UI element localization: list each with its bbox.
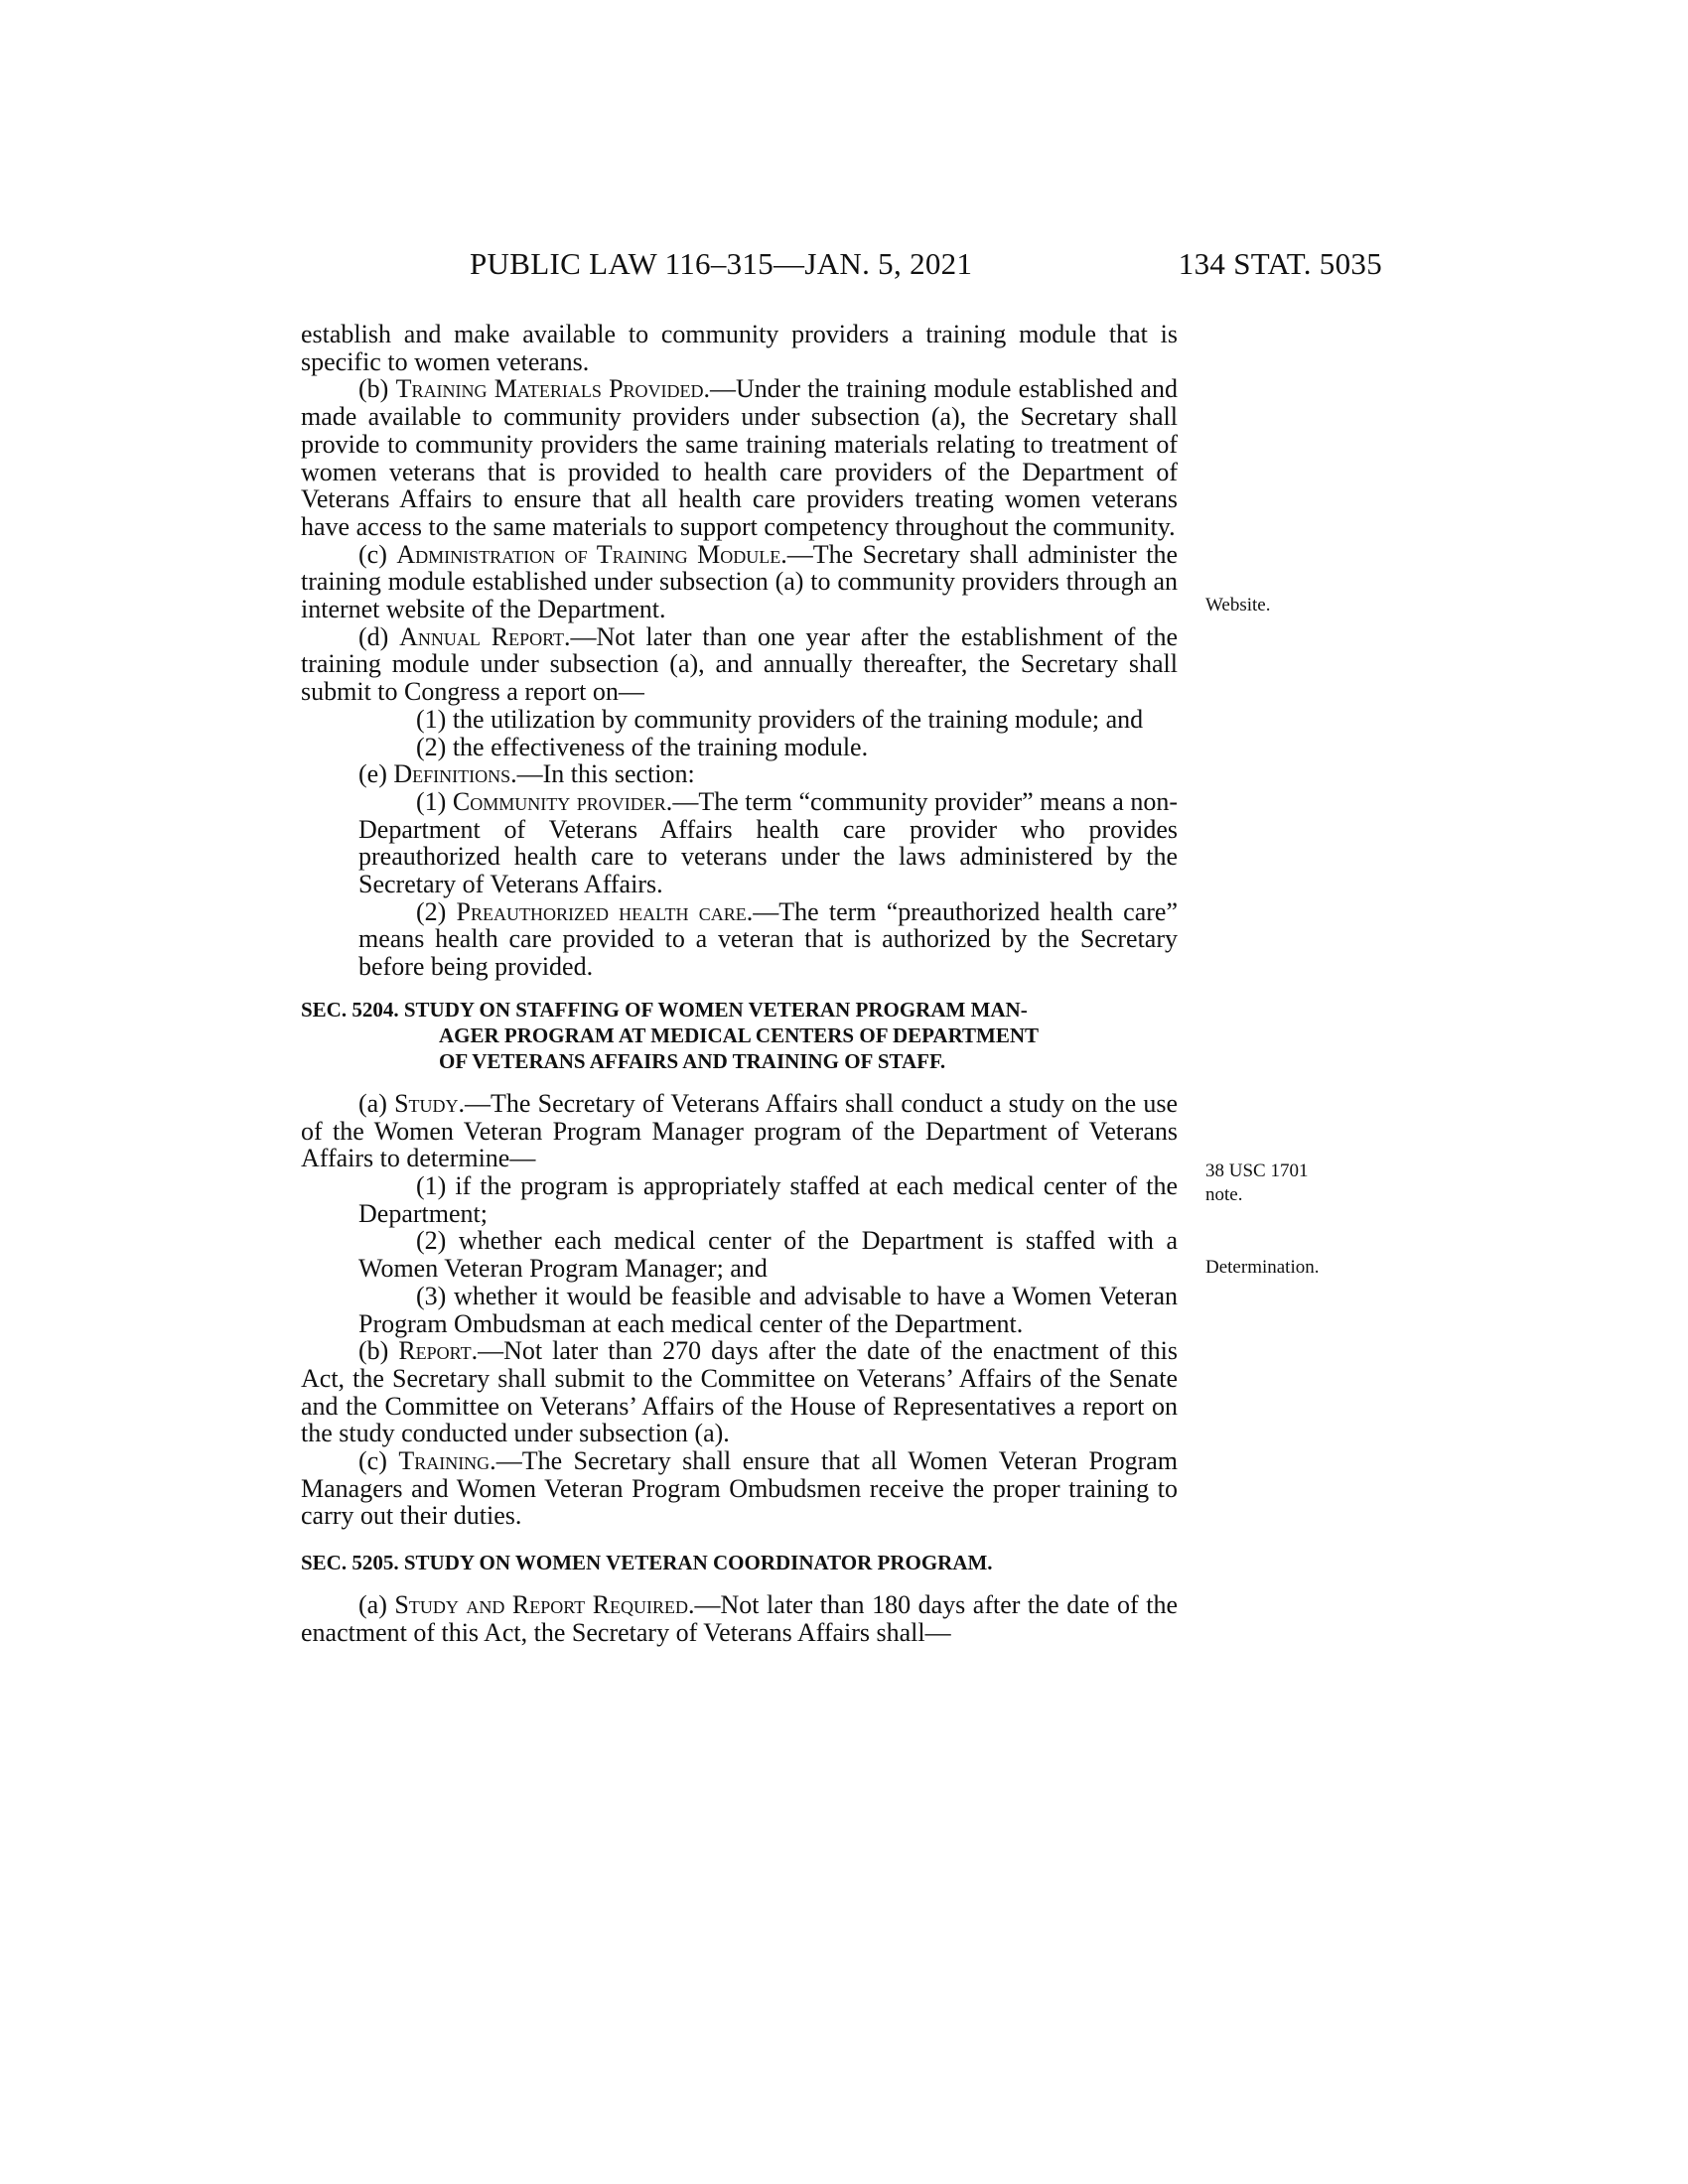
statute-body xyxy=(301,321,1178,1647)
subsection-heading: Study and Report Required. xyxy=(394,1590,695,1620)
paragraph-item: (1) the utilization by community providers of the training module; and xyxy=(416,704,1144,734)
subsection-d: (d) Annual Report.—Not later than one year after the establishment of the training module under subsection (a), and annually thereafter, the Secretary shall submit to Congress a report on— xyxy=(301,621,1178,707)
subsection-heading: Administration of Training Module. xyxy=(396,539,787,569)
definition-item: (1) Community provider.—The term “community provider” means a non-Department of Veterans Affairs health care provider who provides preauthorized health care to veterans under the laws administered by the Secretary of Veterans Affairs. xyxy=(358,786,1178,899)
paragraph-continuation: establish and make available to community providers a training module that is specific to women veterans. xyxy=(301,320,1178,376)
subsection-c: (c) Administration of Training Module.—The Secretary shall administer the training module established under subsection (a) to community providers through an internet website of the Department. xyxy=(301,539,1178,624)
paragraph-item: (3) whether it would be feasible and advisable to have a Women Veteran Program Ombudsman at each medical center of the Department. xyxy=(358,1281,1178,1338)
margin-note-usc: 38 USC 1701 xyxy=(1205,1160,1309,1181)
paragraph-item: (2) whether each medical center of the Department is staffed with a Women Veteran Program Manager; and xyxy=(358,1226,1178,1284)
margin-note-determination: Determination. xyxy=(1205,1257,1320,1278)
subsection-heading: Training Materials Provided. xyxy=(395,374,711,404)
section-title-line: AGER PROGRAM AT MEDICAL CENTERS OF DEPARTMENT xyxy=(439,1023,1040,1047)
paragraph-item: (1) if the program is appropriately staffed at each medical center of the Department; xyxy=(358,1170,1178,1228)
page-header xyxy=(0,246,1688,286)
subsection-heading: Definitions. xyxy=(393,759,517,789)
subsection-b: (b) Report.—Not later than 270 days after the date of the enactment of this Act, the Secretary shall submit to the Committee on Veterans’ Affairs of the Senate and the Committee on Veterans’ Affairs of the House of Representatives a report on the study conducted under subsection (a). xyxy=(301,1336,1178,1448)
subsection-e: (e) Definitions.—In this section: xyxy=(358,759,695,789)
margin-note-usc-note: note. xyxy=(1205,1184,1243,1205)
subsection-a: (a) Study.—The Secretary of Veterans Affairs shall conduct a study on the use of the Women Veteran Program Manager program of the Department of Veterans Affairs to determine— xyxy=(301,1088,1178,1173)
paragraph-item: (2) the effectiveness of the training module. xyxy=(416,732,869,761)
subsection-a: (a) Study and Report Required.—Not later than 180 days after the date of the enactment of this Act, the Secretary of Veterans Affairs shall— xyxy=(301,1590,1179,1647)
subsection-heading: Annual Report. xyxy=(399,621,571,651)
section-heading-5205 xyxy=(301,1550,1178,1575)
margin-note-website: Website. xyxy=(1205,595,1271,615)
stat-page-reference: 134 STAT. 5035 xyxy=(1178,246,1382,281)
section-heading-5204 xyxy=(301,997,1178,1074)
subsection-heading: Study. xyxy=(394,1088,466,1118)
subsection-heading: Report. xyxy=(398,1336,479,1366)
subsection-b: (b) Training Materials Provided.—Under the training module established and made available to community providers under subsection (a), the Secretary shall provide to community providers the same training materials relating to treatment of women veterans that is provided to health care providers of the Department of Veterans Affairs to ensure that all health care providers treating women veterans have access to the same materials to support competency throughout the community. xyxy=(301,374,1178,541)
definition-heading: Preauthorized health care. xyxy=(456,896,754,926)
definition-item: (2) Preauthorized health care.—The term “preauthorized health care” means health care provided to a veteran that is authorized by the Secretary before being provided. xyxy=(358,896,1178,982)
definition-heading: Community provider. xyxy=(452,786,673,816)
section-title-line: SEC. 5205. STUDY ON WOMEN VETERAN COORDINATOR PROGRAM. xyxy=(301,1551,993,1575)
section-title-line: SEC. 5204. STUDY ON STAFFING OF WOMEN VETERAN PROGRAM MAN- xyxy=(301,997,1028,1022)
subsection-c: (c) Training.—The Secretary shall ensure that all Women Veteran Program Managers and Women Veteran Program Ombudsmen receive the proper training to carry out their duties. xyxy=(301,1446,1178,1531)
public-law-title: PUBLIC LAW 116–315—JAN. 5, 2021 xyxy=(470,246,973,281)
subsection-heading: Training. xyxy=(398,1446,496,1476)
section-title-line: OF VETERANS AFFAIRS AND TRAINING OF STAFF. xyxy=(439,1048,946,1073)
